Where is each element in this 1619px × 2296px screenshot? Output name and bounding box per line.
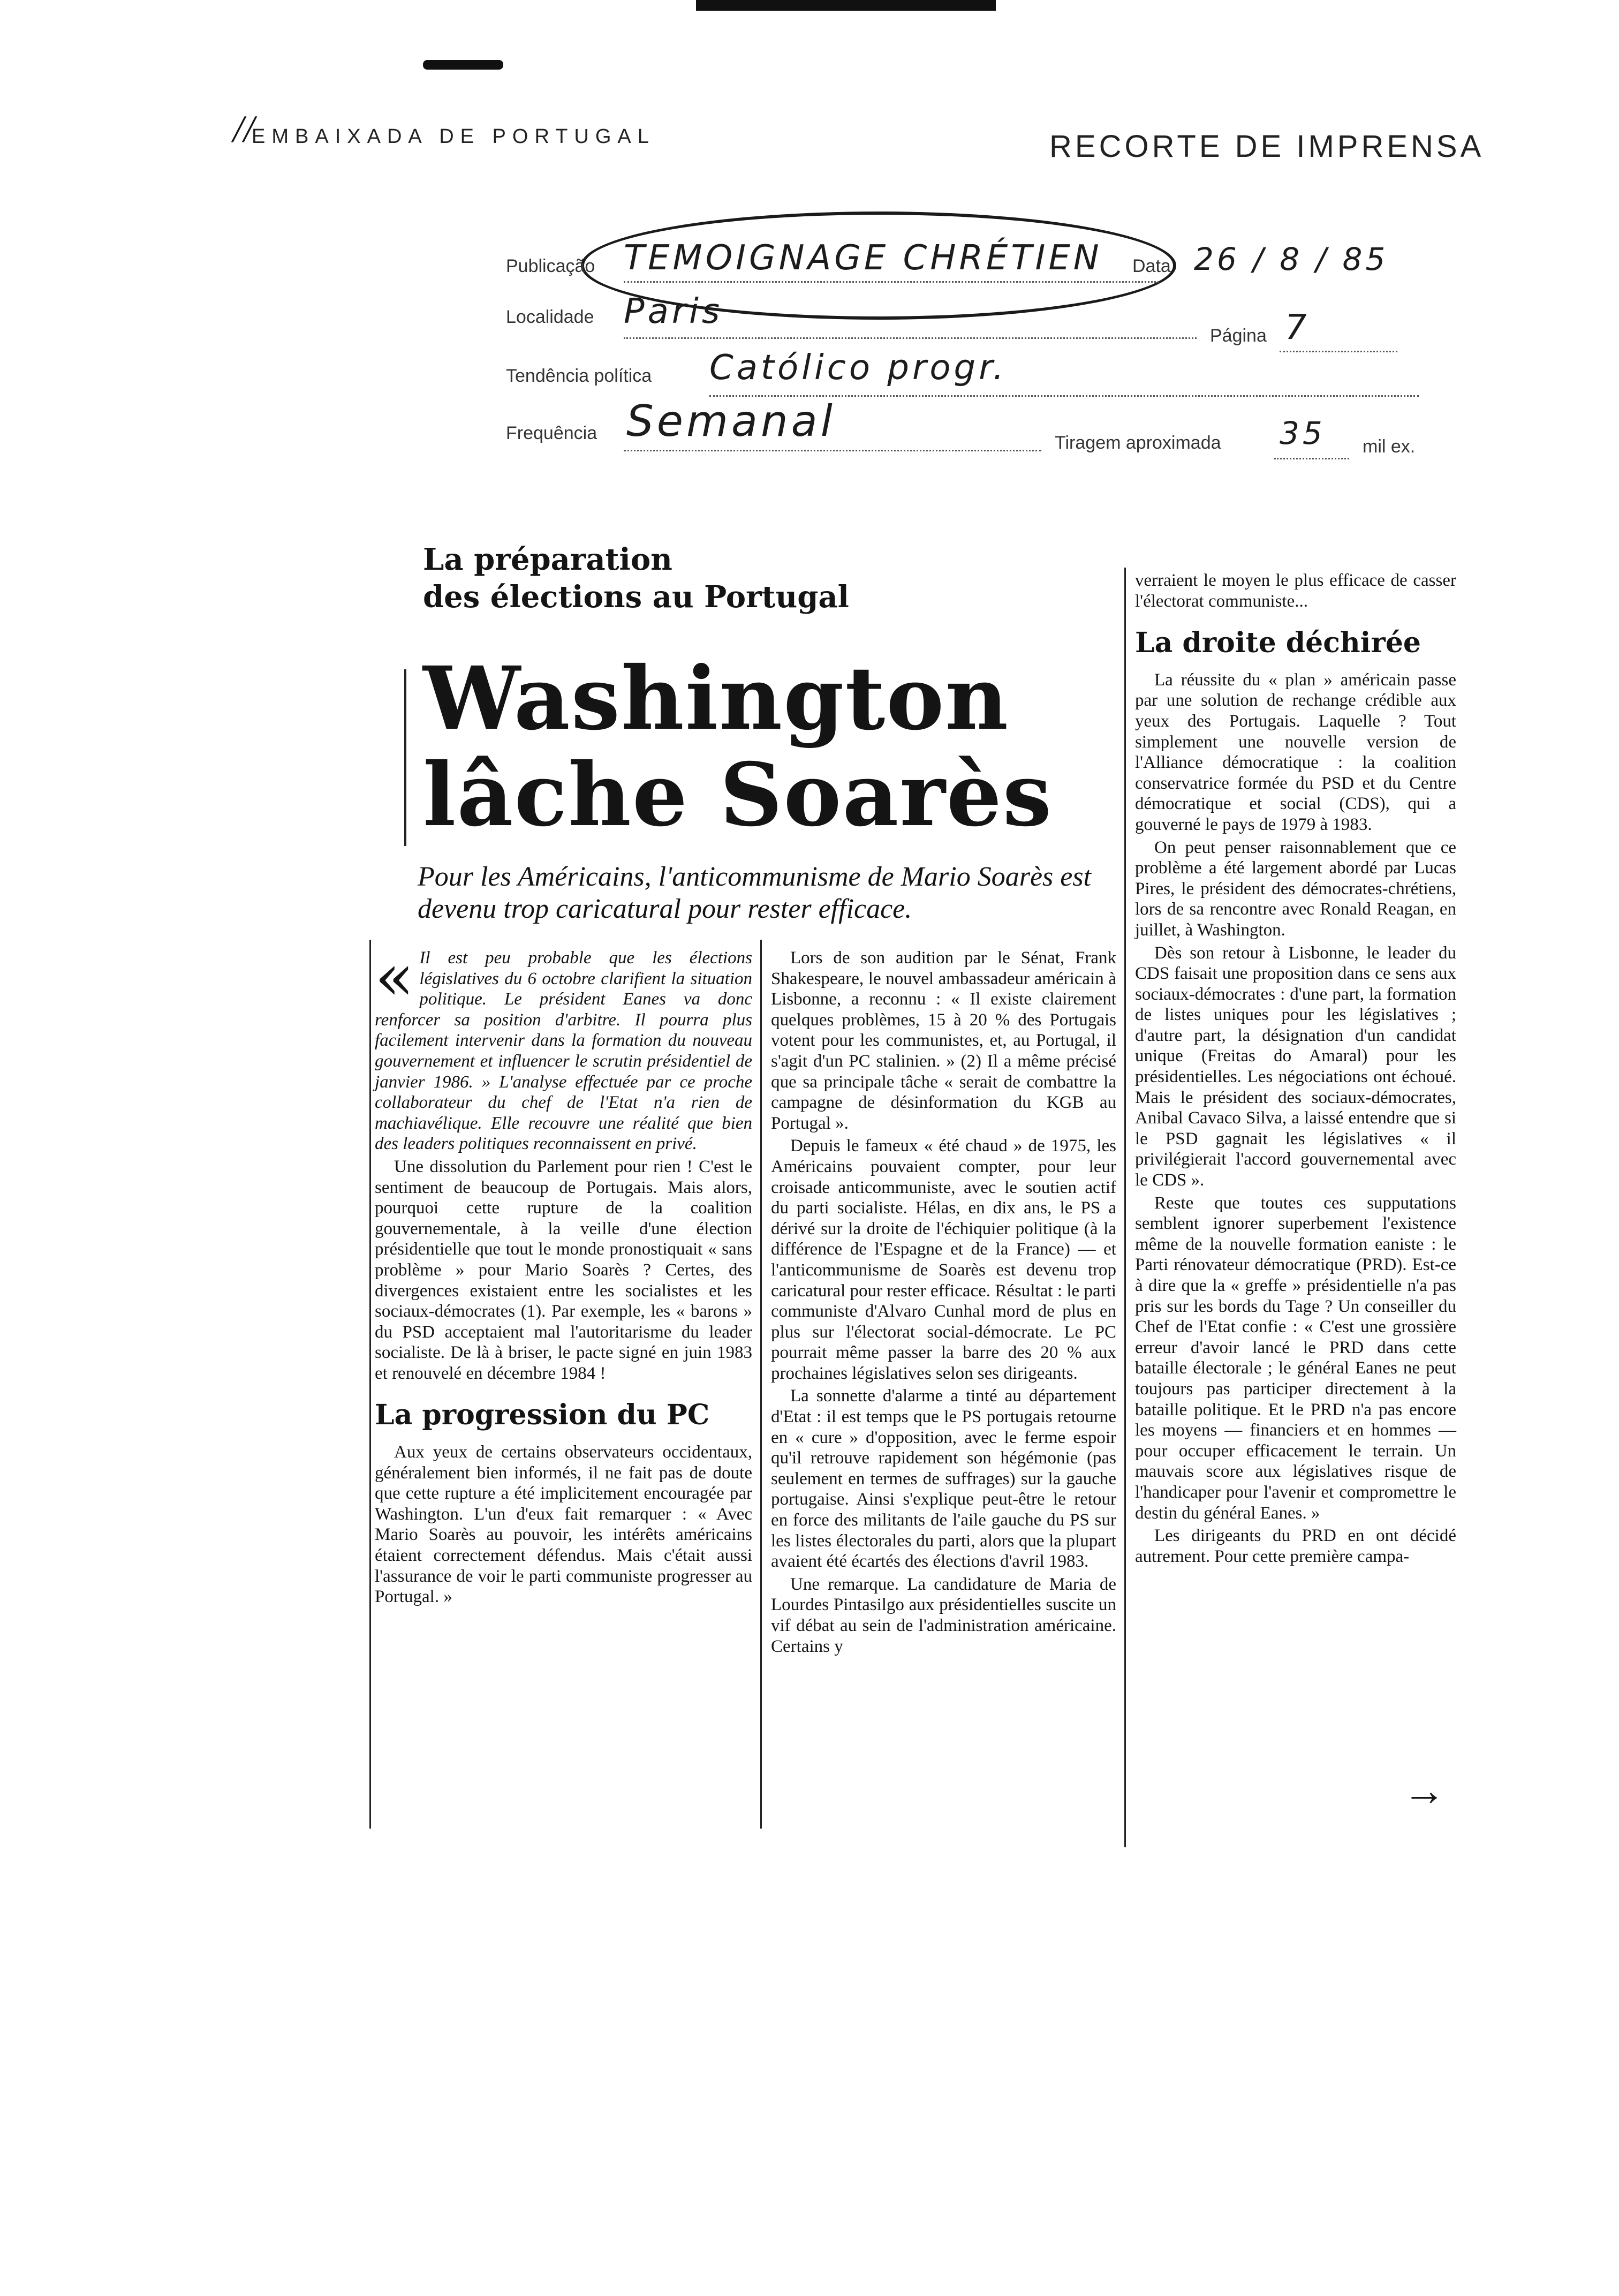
frequencia-line: [624, 450, 1041, 451]
publicacao-value: TEMOIGNAGE CHRÉTIEN: [624, 238, 1102, 278]
col1-paragraph-3: Aux yeux de certains observateurs occidentaux, généralement bien informés, il ne fait pas de doute que cette rupture a été implicitement encouragée par Washington. L'un d'eux fait remarquer : « Avec Mario Soarès au pouvoir, les intérêts américains étaient correctement défendus. Mais c'était aussi l'assurance de voir le parti communiste progresser au Portugal. »: [375, 1442, 752, 1607]
col3-paragraph-5: Les dirigeants du PRD en ont décidé autrement. Pour cette première campa-: [1135, 1526, 1456, 1566]
col3-paragraph-2: On peut penser raisonnablement que ce problème a été largement abordé par Lucas Pires, le président des démocrates-chrétiens, lors de sa rencontre avec Ronald Reagan, en juillet, à Washington.: [1135, 837, 1456, 940]
col3-paragraph-0: verraient le moyen le plus efficace de casser l'électorat communiste...: [1135, 571, 1456, 611]
article-headline: [423, 648, 1053, 846]
col2-paragraph-3: La sonnette d'alarme a tinté au département d'Etat : il est temps que le PS portugais retourne en « cure » d'opposition, avec le ferme espoir qu'il retrouve rapidement son hégémonie (pas seulement en termes de suffrages) sur la gauche portugaise. Ainsi s'explique peut-être le retour en force des militants de l'aile gauche du PS sur les listes électorales du parti, alors que la plupart avaient été écartés des élections d'avril 1983.: [771, 1386, 1116, 1572]
col2-paragraph-2: Depuis le fameux « été chaud » de 1975, les Américains pouvaient compter, pour leur croisade anticommuniste, avec le soutien actif du parti socialiste. Hélas, en dix ans, le PS a dérivé sur la droite de l'échiquier politique (à la différence de l'Espagne et de la France) — et l'anticommunisme de Soarès est devenu trop caricatural pour rester efficace. Résultat : le parti communiste d'Alvaro Cunhal mord de plus en plus sur l'électorat social-démocrate. Le PC pourrait même passer la barre des 20 % aux prochaines législatives selon ses dirigeants.: [771, 1136, 1116, 1383]
scan-mark-bar: [423, 60, 503, 70]
tiragem-label: Tiragem aproximada: [1055, 433, 1221, 453]
column-rule-middle: [760, 940, 762, 1829]
col1-section-heading: La progression du PC: [375, 1399, 710, 1432]
col2-paragraph-4: Une remarque. La candidature de Maria de Lourdes Pintasilgo aux présidentielles suscite un vif débat au sein de l'administration américaine. Certains y: [771, 1574, 1116, 1656]
publicacao-line: [624, 281, 1159, 283]
pagina-value: 7: [1285, 308, 1310, 348]
article-column-1: [375, 940, 752, 1610]
tendencia-value: Católico progr.: [709, 348, 1007, 388]
column-rule-left: [369, 940, 371, 1829]
pagina-label: Página: [1210, 326, 1267, 346]
col1-paragraph-1: « Il est peu probable que les élections législatives du 6 octobre clarifient la situation politique. Le président Eanes va donc renforcer sa position d'arbitre. Il pourra plus facilement intervenir dans la formation du nouveau gouvernement et influencer le scrutin présidentiel de janvier 1986. » L'analyse effectuée par ce proche collaborateur du chef de l'Etat n'a rien de machiavélique. Elle recouvre une réalité que bien des leaders politiques reconnaissent en privé.: [375, 940, 752, 1154]
data-label: Data: [1132, 256, 1171, 276]
headline-line-2: lâche Soarès: [423, 744, 1053, 846]
letterhead-embassy: EMBAIXADA DE PORTUGAL: [252, 125, 655, 148]
article-kicker: [423, 541, 849, 616]
article-column-2: [771, 948, 1116, 1659]
pagina-line: [1280, 351, 1397, 352]
frequencia-label: Frequência: [506, 423, 597, 443]
article-column-3: [1135, 570, 1456, 1569]
scan-mark-top: [696, 0, 996, 11]
col2-paragraph-1: Lors de son audition par le Sénat, Frank Shakespeare, le nouvel ambassadeur américain à Lisbonne, a reconnu : « Il existe clairement quelques problèmes, 15 à 20 % des Portugais votent pour les communistes, et, au Portugal, il s'agit d'un PC stalinien. » (2) Il a même précisé que sa principale tâche « serait de combattre la campagne de désinformation du KGB au Portugal ».: [771, 948, 1116, 1133]
tiragem-value: 35: [1280, 415, 1326, 451]
letterhead-press-clipping: RECORTE DE IMPRENSA: [1049, 129, 1485, 164]
col3-paragraph-4: Reste que toutes ces supputations semblent ignorer superbement l'existence même de la nouvelle formation eaniste : le Parti rénovateur démocratique (PRD). Est-ce à dire que la « greffe » présidentielle n'a pas pris sur les bords du Tage ? Un conseiller du Chef de l'Etat confie : « C'est une grossière erreur d'avoir lancé le PRD dans cette bataille électorale ; le général Eanes ne peut toujours pas participer directement à la bataille politique. Et le PRD n'a pas encore les moyens — financiers et en hommes — pour occuper efficacement le terrain. Un mauvais score aux législatives risque de l'handicaper pour l'avenir et compromettre le destin du général Eanes. »: [1135, 1193, 1456, 1523]
tiragem-unit: mil ex.: [1363, 436, 1416, 457]
col3-paragraph-3: Dès son retour à Lisbonne, le leader du CDS faisait une proposition dans ce sens aux sociaux-démocrates : d'une part, la formation de listes uniques pour les législatives ; d'autre part, la désignation d'un candidat unique (Freitas do Amaral) pour les présidentielles. Les négociations ont échoué. Mais le président des sociaux-démocrates, Anibal Cavaco Silva, a laissé entendre que si le PSD gagnait les législatives « il privilégierait l'accord gouvernemental avec le CDS ».: [1135, 943, 1456, 1190]
localidade-label: Localidade: [506, 307, 594, 327]
headline-line-1: Washington: [423, 648, 1010, 750]
data-value: 26 / 8 / 85: [1194, 241, 1389, 277]
publicacao-label: Publicação: [506, 256, 595, 276]
kicker-line-2: des élections au Portugal: [423, 579, 849, 615]
col3-paragraph-1: La réussite du « plan » américain passe par une solution de rechange crédible aux yeux des Portugais. Laquelle ? Tout simplement une nouvelle version de l'Alliance démocratique : la coalition conservatrice formée du PSD et du Centre démocratique et social (CDS), qui a gouverné le pays de 1979 à 1983.: [1135, 670, 1456, 834]
opening-quote-mark: «: [375, 940, 414, 1015]
article-subhead: Pour les Américains, l'anticommunisme de Mario Soarès est devenu trop caricatural pour rester efficace.: [418, 862, 1092, 924]
headline-rule: [404, 669, 406, 846]
column-rule-right: [1124, 568, 1126, 1847]
kicker-line-1: La préparation: [423, 542, 672, 577]
tendencia-label: Tendência política: [506, 366, 652, 386]
continuation-arrow-icon: →: [1403, 1768, 1446, 1815]
col3-section-heading: La droite déchirée: [1135, 626, 1421, 660]
tiragem-line: [1274, 458, 1349, 459]
localidade-value: Paris: [624, 292, 723, 331]
col1-paragraph-2: Une dissolution du Parlement pour rien ! C'est le sentiment de beaucoup de Portugais. Mais alors, pourquoi cette rupture de la coalition gouvernementale, à la veille d'une élection présidentielle que tout le monde pronostiquait « sans problème » pour Mario Soarès ? Certes, des divergences existaient entre les socialistes et les sociaux-démocrates (1). Par exemple, les « barons » du PSD acceptaient mal l'autoritarisme du leader socialiste. De là à briser, le pacte signé en juin 1983 et renouvelé en décembre 1984 !: [375, 1157, 752, 1383]
margin-slash-mark: //: [233, 108, 255, 150]
frequencia-value: Semanal: [626, 396, 836, 446]
localidade-line: [624, 337, 1197, 339]
